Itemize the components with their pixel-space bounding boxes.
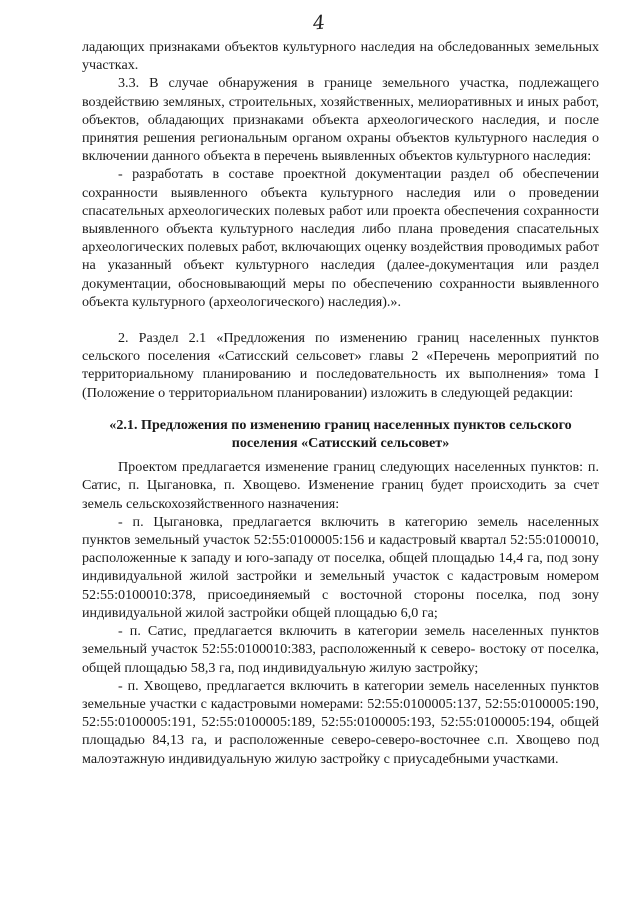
paragraph-develop-documentation: - разработать в составе проектной документации раздел об обеспечении сохранности выявленного объекта культурного наследия или о проведении спасательных археологических полевых работ или проекта обеспечения сохранности выявленного объекта культурного наследия либо плана проведения спасательных археологических полевых работ, включающих оценку воздействия проводимых работ на указанный объект культурного наследия (далее-документация или раздел документации, обосновывающий меры по обеспечению сохранности выявленного объекта культурного (археологического) наследия).». xyxy=(82,166,599,310)
paragraph-project-proposal: Проектом предлагается изменение границ следующих населенных пунктов: п. Сатис, п. Цыгановка, п. Хвощево. Изменение границ будет происходить за счет земель сельскохозяйственного назначения: xyxy=(82,459,599,512)
section-heading: «2.1. Предложения по изменению границ населенных пунктов сельского поселения «Сатисский сельсовет» xyxy=(109,416,572,452)
paragraph-section-2: 2. Раздел 2.1 «Предложения по изменению границ населенных пунктов сельского поселения «Сатисский сельсовет» главы 2 «Перечень мероприятий по территориальному планированию и последовательность их выполнения» тома I (Положение о территориальном планировании) изложить в следующей редакции: xyxy=(82,330,599,401)
page-number: 4 xyxy=(311,11,327,35)
paragraph-3-3: 3.3. В случае обнаружения в границе земельного участка, подлежащего воздействию земляных, строительных, хозяйственных, мелиоративных и иных работ, объектов, обладающих признаками объекта археологического наследия, и после принятия решения региональным органом охраны объектов культурного наследия о включении данного объекта в перечень выявленных объектов культурного наследия: xyxy=(82,75,599,165)
paragraph-tsyganovka: - п. Цыгановка, предлагается включить в категорию земель населенных пунктов земельный участок 52:55:0100005:156 и кадастровый квартал 52:55:0100010, расположенные к западу и юго-западу от поселка, общей площадью 14,4 га, под зону индивидуальной жилой застройки и земельный участок с кадастровым номером 52:55:0100010:378, присоединяемый с восточной стороны поселка, под зону индивидуальной жилой застройки общей площадью 6,0 га; xyxy=(82,513,599,621)
document-body xyxy=(82,38,599,768)
paragraph-khvoshchevo: - п. Хвощево, предлагается включить в категории земель населенных пунктов земельные участки с кадастровыми номерами: 52:55:0100005:137, 52:55:0100005:190, 52:55:0100005:191, 52:55:0100005:189, 52:55:0100005:193, 52:55:0100005:194, общей площадью 84,13 га, и расположенные северо-северо-восточнее с.п. Хвощево под малоэтажную индивидуальную жилую застройку с приусадебными участками. xyxy=(82,677,599,767)
paragraph-satis: - п. Сатис, предлагается включить в категории земель населенных пунктов земельный участок 52:55:0100010:383, расположенный к северо- востоку от поселка, общей площадью 58,3 га, под индивидуальную жилую застройку; xyxy=(82,623,599,676)
paragraph-continuation: ладающих признаками объектов культурного наследия на обследованных земельных участках. xyxy=(82,39,599,74)
